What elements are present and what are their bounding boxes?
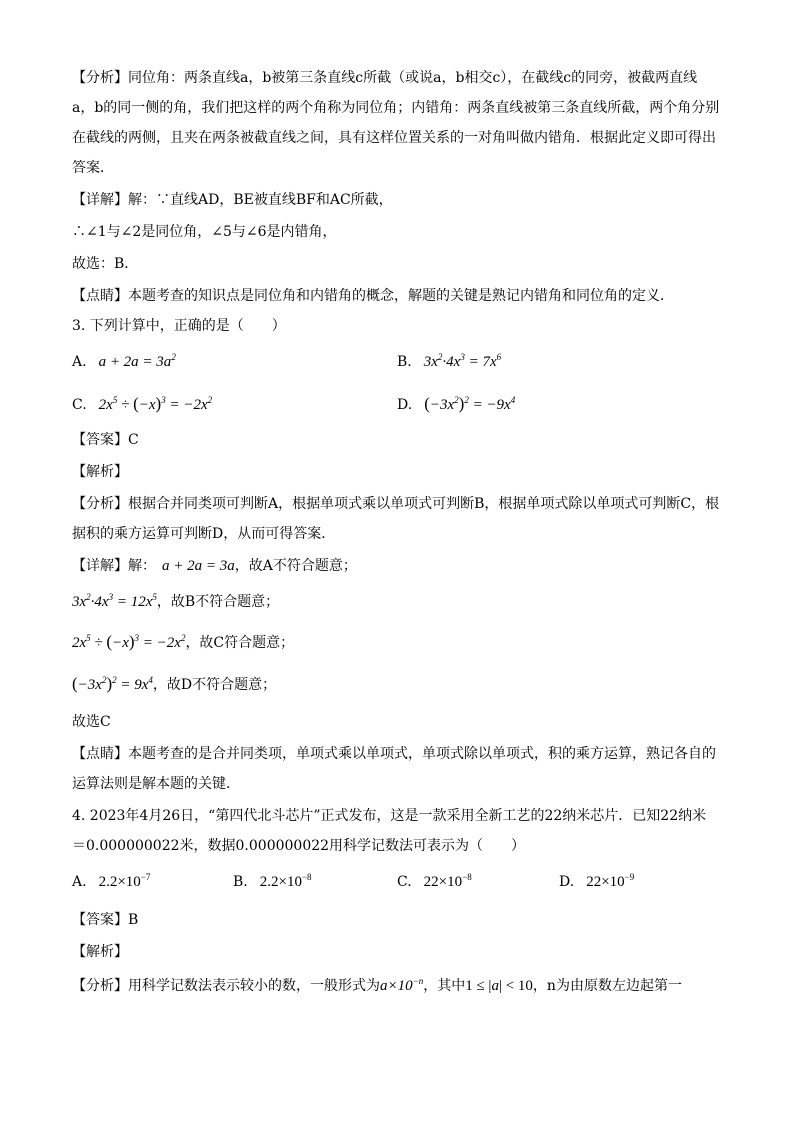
q4-option-b-formula: $2.2\times 10^{-8}$ [259, 872, 312, 890]
q3-detail-1-formula: a + 2a = 3a [162, 558, 235, 574]
q3-option-a [72, 352, 176, 372]
analysis-line-1: 【分析】同位角：两条直线a，b被第三条直线c所截（或说a，b相交c），在截线c的同旁，被截两直线 [72, 70, 698, 86]
q3-option-a-label: A. [72, 354, 87, 370]
q3-detail-4-suffix: ，故D不符合题意； [152, 677, 277, 693]
q3-option-b [397, 352, 501, 372]
q3-option-c-formula: $2x^5 \div (-x)^3 = -2x^2$ [98, 394, 213, 413]
q3-detail-3 [72, 632, 294, 653]
analysis-line-2: a，b的同一侧的角，我们把这样的两个角称为同位角；内错角：两条直线被第三条直线所截，两个角分别 [72, 100, 720, 116]
q4-analysis-suffix: ，n为由原数左边起第一 [532, 978, 682, 994]
q3-detail-3-suffix: ，故C符合题意； [185, 635, 295, 651]
q3-analysis-heading: 【解析】 [72, 464, 128, 480]
question-4-stem-1: 4. 2023年4月26日，“第四代北斗芯片”正式发布，这是一款采用全新工艺的22纳米芯片．已知22纳米 [72, 808, 707, 824]
q4-analysis-mid: ，其中 [423, 978, 466, 994]
q4-answer: 【答案】B [72, 912, 139, 928]
q3-option-d-formula: $(-3x^2)^2 = -9x^4$ [424, 394, 516, 413]
detail-line-1: 【详解】解：∵直线AD，BE被直线BF和AC所截， [72, 192, 393, 208]
q4-option-c [397, 872, 472, 892]
q4-option-c-label: C. [397, 874, 412, 890]
question-3-stem: 3. 下列计算中，正确的是（ ） [72, 318, 286, 334]
q3-answer: 【答案】C [72, 432, 139, 448]
q4-analysis-line [72, 976, 682, 996]
q3-option-c-label: C. [72, 397, 87, 413]
q3-option-d [397, 394, 515, 415]
q3-detail-3-formula: $2x^5 \div (-x)^3 = -2x^2$ [72, 632, 186, 651]
q4-option-a-formula: $2.2\times 10^{-7}$ [98, 872, 151, 890]
q3-option-b-label: B. [397, 354, 412, 370]
q3-analysis-line-2: 据积的乘方运算可判断D，从而可得答案． [72, 526, 336, 542]
q3-option-c [72, 394, 212, 415]
q3-option-a-formula: $a + 2a = 3a^2$ [98, 352, 176, 370]
comment-line: 【点睛】本题考查的知识点是同位角和内错角的概念，解题的关键是熟记内错角和同位角的定义． [72, 288, 674, 304]
q3-detail-4 [72, 674, 276, 695]
q4-analysis-heading: 【解析】 [72, 944, 128, 960]
choose-line: 故选：B． [72, 256, 139, 272]
question-4-stem-2: ＝0.000000022米，数据0.000000022用科学记数法可表示为（ ） [72, 838, 526, 854]
q3-detail-2-suffix: ，故B不符合题意； [156, 594, 280, 610]
q3-detail-4-formula: $(-3x^2)^2 = 9x^4$ [72, 674, 153, 693]
q3-option-d-label: D. [397, 397, 413, 413]
q4-option-a-label: A. [72, 874, 87, 890]
q4-option-d-label: D. [559, 874, 575, 890]
q3-comment-line-1: 【点睛】本题考查的是合并同类项，单项式乘以单项式，单项式除以单项式，积的乘方运算，熟记各自的 [72, 746, 716, 762]
q3-detail-1-suffix: ，故A不符合题意； [234, 558, 357, 574]
analysis-line-3: 在截线的两侧，且夹在两条被截直线之间，具有这样位置关系的一对角叫做内错角．根据此定义即可得出 [72, 130, 716, 146]
analysis-line-4: 答案． [72, 160, 114, 176]
detail-line-2: ∴∠1与∠2是同位角，∠5与∠6是内错角， [72, 224, 337, 240]
q4-option-b [233, 872, 312, 892]
q3-comment-line-2: 运算法则是解本题的关键． [72, 776, 240, 792]
q4-range-formula: 1 ≤ |a| < 10 [465, 978, 533, 994]
q4-option-d-formula: $22\times 10^{-9}$ [586, 872, 635, 890]
q4-option-b-label: B. [233, 874, 248, 890]
q4-analysis-prefix: 【分析】用科学记数法表示较小的数，一般形式为 [72, 978, 380, 994]
q3-detail-2-formula: $3x^2\cdot 4x^3 = 12x^5$ [72, 592, 157, 610]
q3-detail-2 [72, 592, 279, 612]
q4-form-formula: $a\times 10^{-n}$ [380, 976, 424, 994]
q3-option-b-formula: $3x^2\cdot 4x^3 = 7x^6$ [423, 352, 502, 370]
q3-detail-prefix: 【详解】解： [72, 558, 156, 574]
q4-option-d [559, 872, 634, 892]
q4-option-c-formula: $22\times 10^{-8}$ [423, 872, 472, 890]
q3-detail-1 [72, 556, 357, 576]
q4-option-a [72, 872, 150, 892]
q3-choose: 故选C [72, 714, 111, 730]
q3-analysis-line-1: 【分析】根据合并同类项可判断A，根据单项式乘以单项式可判断B，根据单项式除以单项式可判断C，根 [72, 496, 720, 512]
